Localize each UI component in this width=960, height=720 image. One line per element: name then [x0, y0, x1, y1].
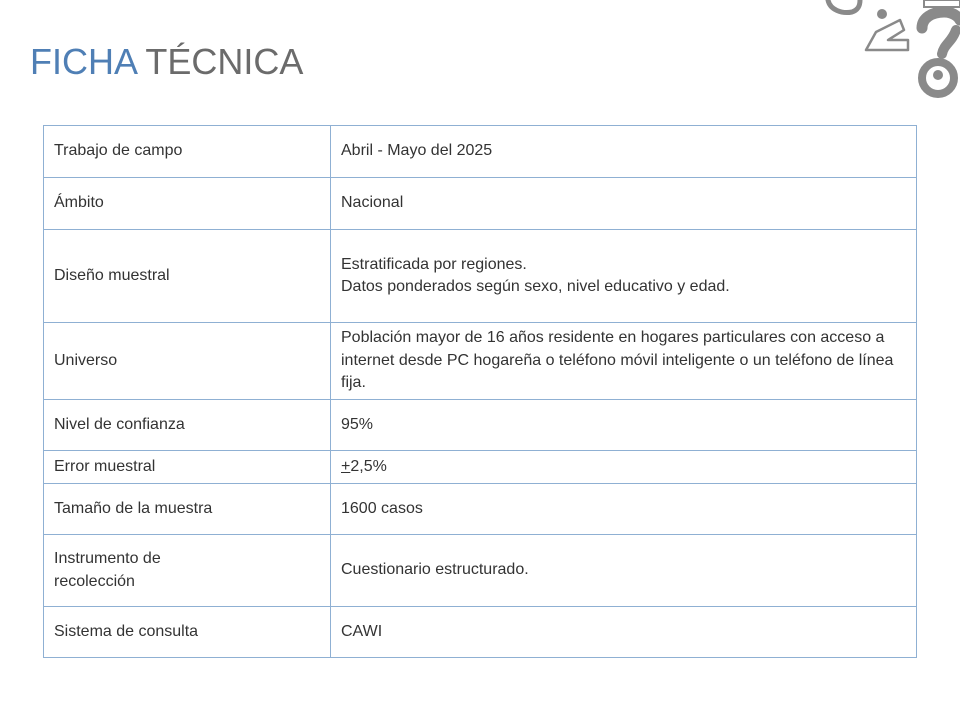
question-mark-logo-icon	[820, 0, 960, 100]
row-label: Trabajo de campo	[44, 126, 331, 178]
row-label: Tamaño de la muestra	[44, 484, 331, 535]
row-value: 95%	[331, 400, 917, 451]
table-row	[44, 484, 917, 535]
row-label: Instrumento de recolección	[44, 535, 331, 607]
plus-minus-symbol: +	[341, 457, 351, 475]
title-part-1: FICHA	[30, 41, 137, 82]
table-row	[44, 451, 917, 484]
row-value	[331, 451, 917, 484]
row-label: Nivel de confianza	[44, 400, 331, 451]
row-label: Error muestral	[44, 451, 331, 484]
row-value: Cuestionario estructurado.	[331, 535, 917, 607]
row-value: Abril - Mayo del 2025	[331, 126, 917, 178]
row-value: Población mayor de 16 años residente en hogares particulares con acceso a internet desde PC hogareña o teléfono móvil inteligente o un teléfono de línea fija.	[331, 323, 917, 400]
table-row	[44, 607, 917, 658]
row-label: Sistema de consulta	[44, 607, 331, 658]
table-row	[44, 535, 917, 607]
row-label: Ámbito	[44, 178, 331, 230]
table-row	[44, 230, 917, 323]
technical-sheet-table	[43, 125, 917, 658]
error-value: 2,5%	[350, 457, 387, 475]
row-label: Diseño muestral	[44, 230, 331, 323]
row-value: Estratificada por regiones. Datos ponderados según sexo, nivel educativo y edad.	[331, 230, 917, 323]
table-row	[44, 400, 917, 451]
row-value: Nacional	[331, 178, 917, 230]
table-row	[44, 323, 917, 400]
page-title	[30, 40, 303, 84]
row-value: CAWI	[331, 607, 917, 658]
table-row	[44, 126, 917, 178]
table-row	[44, 178, 917, 230]
title-part-2: TÉCNICA	[145, 41, 304, 82]
row-label: Universo	[44, 323, 331, 400]
row-value: 1600 casos	[331, 484, 917, 535]
